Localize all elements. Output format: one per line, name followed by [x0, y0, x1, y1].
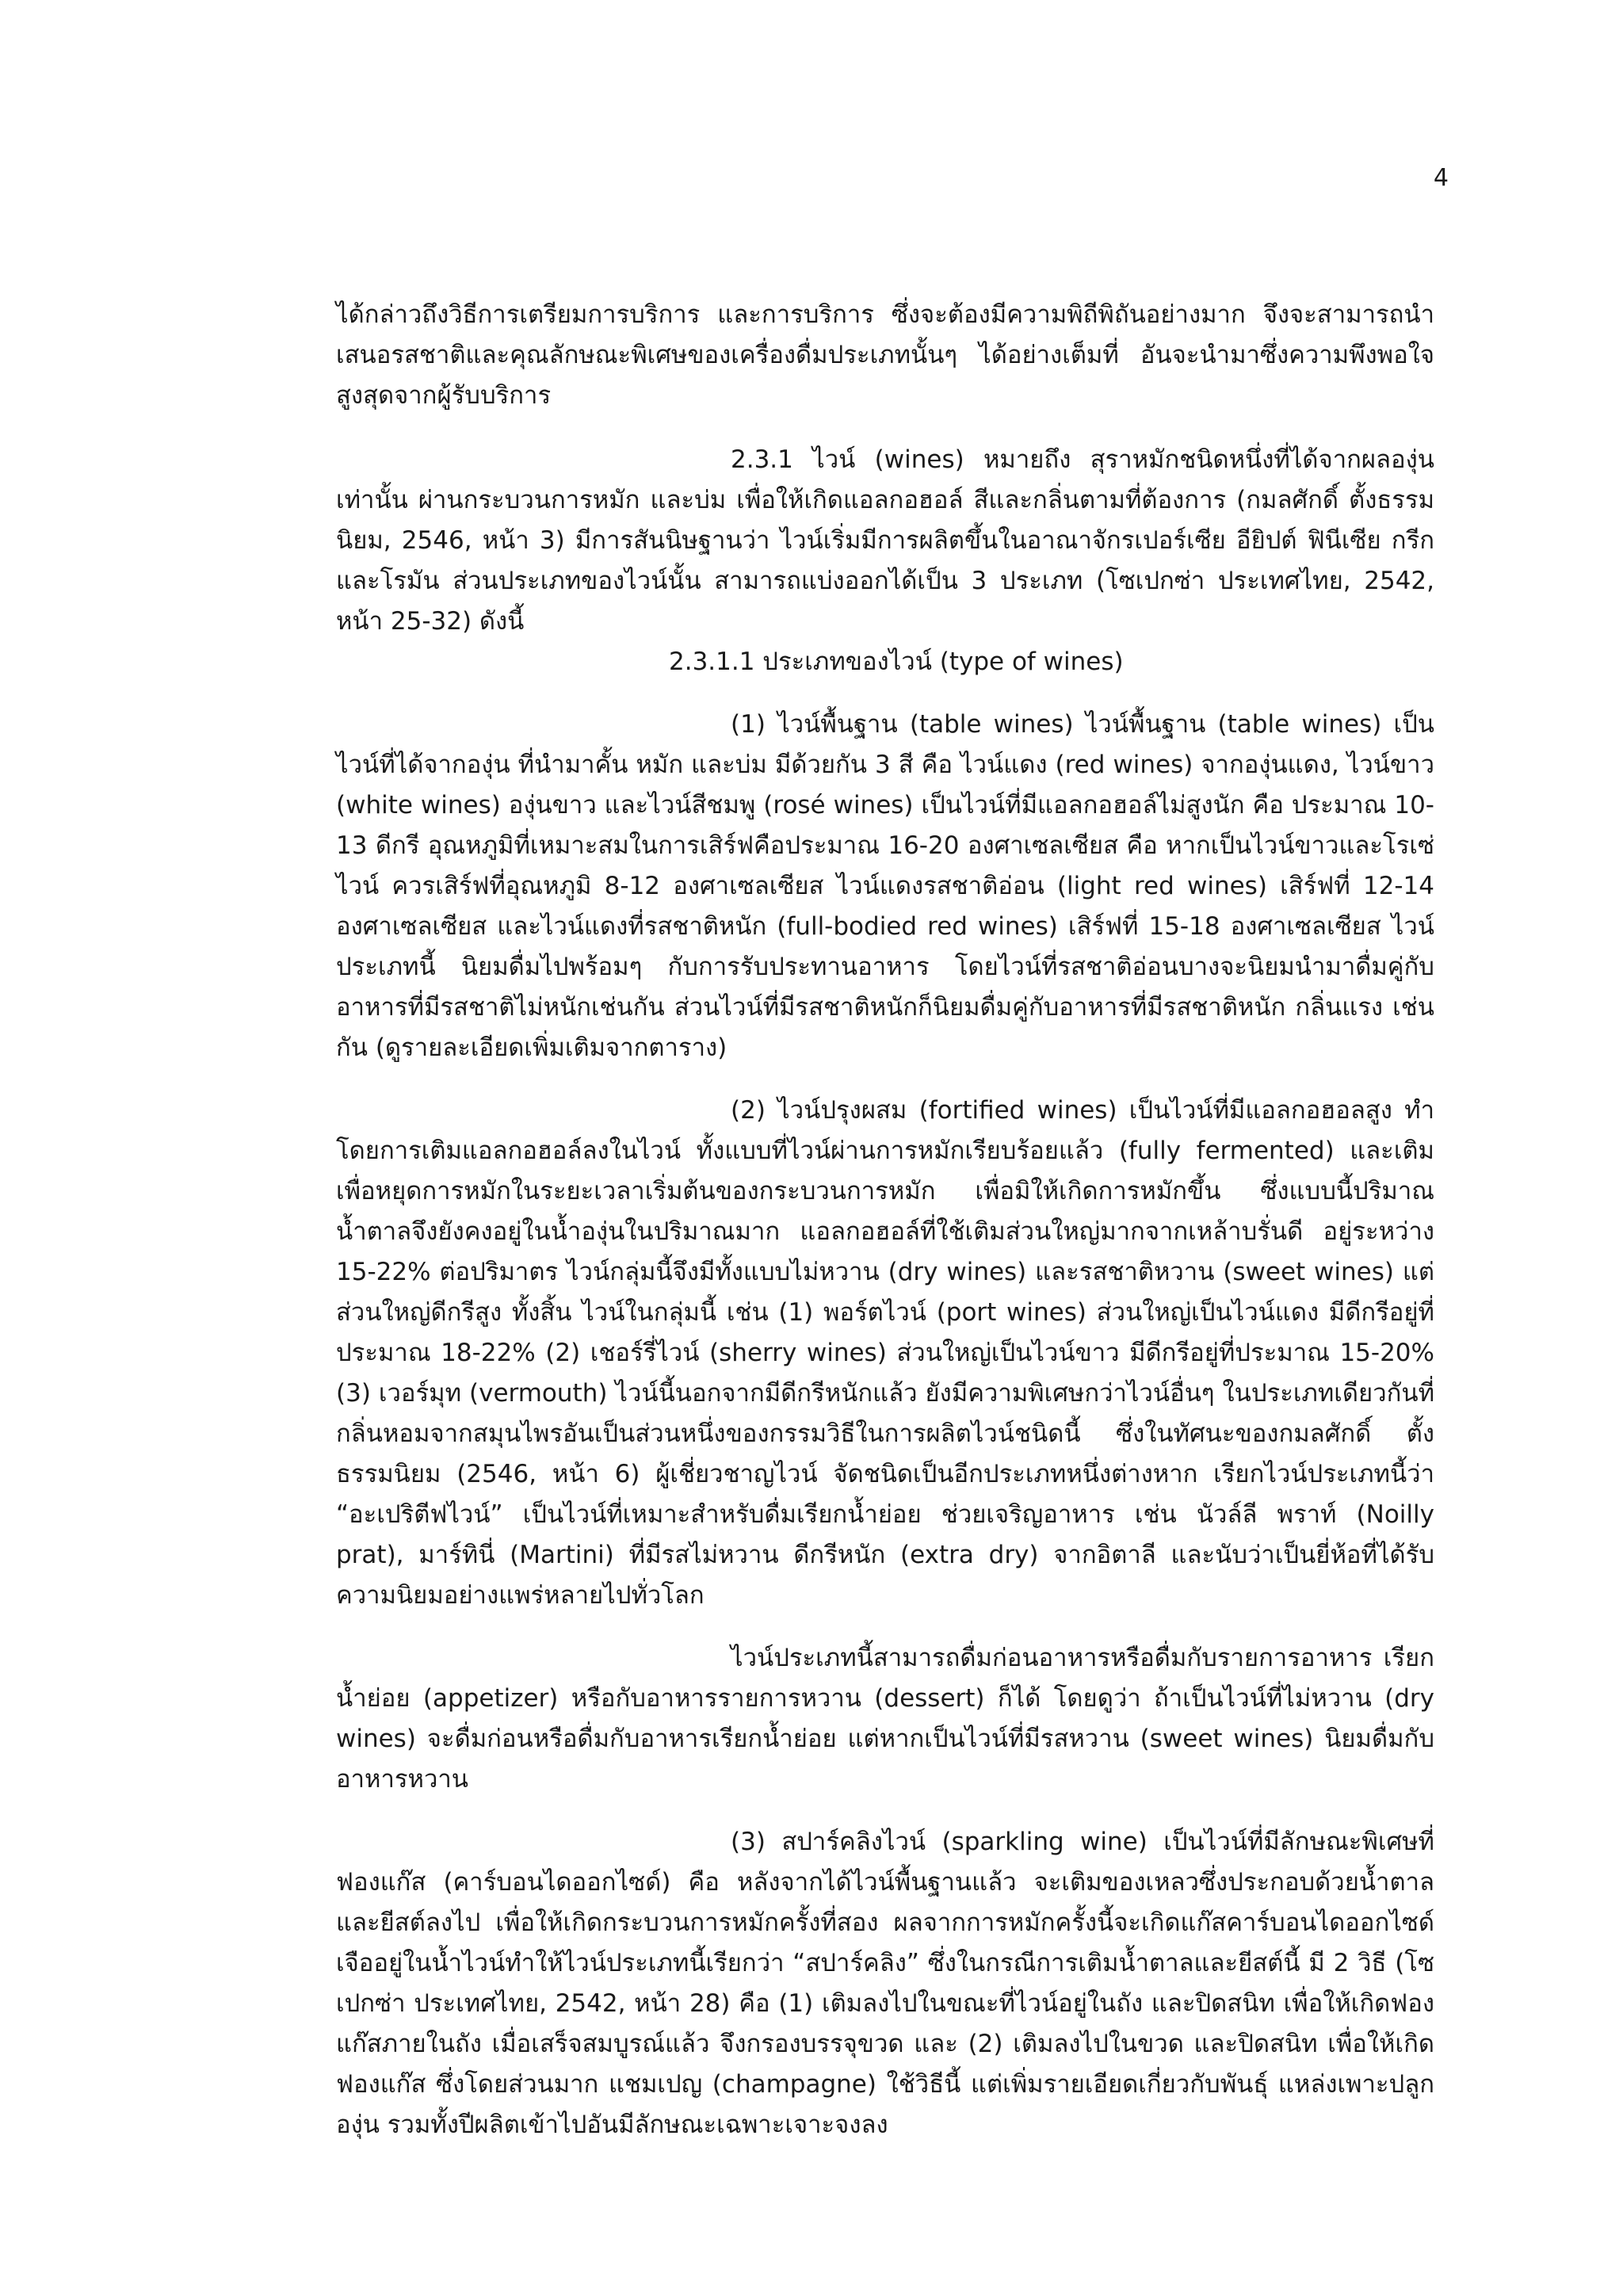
paragraph-intro-continuation: ได้กล่าวถึงวิธีการเตรียมการบริการ และการบริการ ซึ่งจะต้องมีความพิถีพิถันอย่างมาก จึงจะสามารถนำเสนอรสชาติและคุณลักษณะพิเศษของเครื่องดื่มประเภทนั้นๆ ได้อย่างเต็มที่ อันจะนำมาซึ่งความพึงพอใจสูงสุดจากผู้รับบริการ — [336, 300, 1434, 410]
paragraph-fortified-wines: (2) ไวน์ปรุงผสม (fortified wines) เป็นไวน์ที่มีแอลกอฮอลสูง ทำโดยการเติมแอลกอฮอล์ลงในไวน์ ทั้งแบบที่ไวน์ผ่านการหมักเรียบร้อยแล้ว (fully fermented) และเติมเพื่อหยุดการหมักในระยะเวลาเริ่มต้นของกระบวนการหมัก เพื่อมิให้เกิดการหมักขึ้น ซึ่งแบบนี้ปริมาณน้ำตาลจึงยังคงอยู่ในน้ำองุ่นในปริมาณมาก แอลกอฮอล์ที่ใช้เติมส่วนใหญ่มากจากเหล้าบรั่นดี อยู่ระหว่าง 15-22% ต่อปริมาตร ไวน์กลุ่มนี้จึงมีทั้งแบบไม่หวาน (dry wines) และรสชาติหวาน (sweet wines) แต่ส่วนใหญ่ดีกรีสูง ทั้งสิ้น ไวน์ในกลุ่มนี้ เช่น (1) พอร์ตไวน์ (port wines) ส่วนใหญ่เป็นไวน์แดง มีดีกรีอยู่ที่ประมาณ 18-22% (2) เชอร์รี่ไวน์ (sherry wines) ส่วนใหญ่เป็นไวน์ขาว มีดีกรีอยู่ที่ประมาณ 15-20% (3) เวอร์มุท (vermouth) ไวน์นี้นอกจากมีดีกรีหนักแล้ว ยังมีความพิเศษกว่าไวน์อื่นๆ ในประเภทเดียวกันที่กลิ่นหอมจากสมุนไพรอันเป็นส่วนหนึ่งของกรรมวิธีในการผลิตไวน์ชนิดนี้ ซึ่งในทัศนะของกมลศักดิ์ ตั้งธรรมนิยม (2546, หน้า 6) ผู้เชี่ยวชาญไวน์ จัดชนิดเป็นอีกประเภทหนึ่งต่างหาก เรียกไวน์ประเภทนี้ว่า “อะเปริตีฟไวน์” เป็นไวน์ที่เหมาะสำหรับดื่มเรียกน้ำย่อย ช่วยเจริญอาหาร เช่น นัวล์ลี พราท์ (Noilly prat), มาร์ทินี่ (Martini) ที่มีรสไม่หวาน ดีกรีหนัก (extra dry) จากอิตาลี และนับว่าเป็นยี่ห้อที่ได้รับความนิยมอย่างแพร่หลายไปทั่วโลก — [336, 1096, 1434, 1610]
paragraph-fortified-serving: ไวน์ประเภทนี้สามารถดื่มก่อนอาหารหรือดื่มกับรายการอาหาร เรียกน้ำย่อย (appetizer) หรือกับอาหารรายการหวาน (dessert) ก็ได้ โดยดูว่า ถ้าเป็นไวน์ที่ไม่หวาน (dry wines) จะดื่มก่อนหรือดื่มกับอาหารเรียกน้ำย่อย แต่หากเป็นไวน์ที่มีรสหวาน (sweet wines) นิยมดื่มกับอาหารหวาน — [336, 1644, 1434, 1794]
section-heading-type-of-wines: 2.3.1.1 ประเภทของไวน์ (type of wines) — [669, 648, 1124, 676]
page-number: 4 — [1433, 164, 1449, 192]
paragraph-sparkling-wine: (3) สปาร์คลิงไวน์ (sparkling wine) เป็นไวน์ที่มีลักษณะพิเศษที่ ฟองแก๊ส (คาร์บอนไดออกไซด์) คือ หลังจากได้ไวน์พื้นฐานแล้ว จะเติมของเหลวซึ่งประกอบด้วยน้ำตาลและยีสต์ลงไป เพื่อให้เกิดกระบวนการหมักครั้งที่สอง ผลจากการหมักครั้งนี้จะเกิดแก๊สคาร์บอนไดออกไซด์เจืออยู่ในน้ำไวน์ทำให้ไวน์ประเภทนี้เรียกว่า “สปาร์คลิง” ซึ่งในกรณีการเติมน้ำตาลและยีสต์นี้ มี 2 วิธี (โซเปกซ่า ประเทศไทย, 2542, หน้า 28) คือ (1) เติมลงไปในขณะที่ไวน์อยู่ในถัง และปิดสนิท เพื่อให้เกิดฟองแก๊สภายในถัง เมื่อเสร็จสมบูรณ์แล้ว จึงกรองบรรจุขวด และ (2) เติมลงไปในขวด และปิดสนิท เพื่อให้เกิดฟองแก๊ส ซึ่งโดยส่วนมาก แชมเปญ (champagne) ใช้วิธีนี้ แต่เพิ่มรายเอียดเกี่ยวกับพันธุ์ แหล่งเพาะปลูกองุ่น รวมทั้งปีผลิตเข้าไปอันมีลักษณะเฉพาะเจาะจงลง — [336, 1828, 1434, 2139]
paragraph-wines-definition: 2.3.1 ไวน์ (wines) หมายถึง สุราหมักชนิดหนึ่งที่ได้จากผลองุ่นเท่านั้น ผ่านกระบวนการหมัก และบ่ม เพื่อให้เกิดแอลกอฮอล์ สีและกลิ่นตามที่ต้องการ (กมลศักดิ์ ตั้งธรรมนิยม, 2546, หน้า 3) มีการสันนิษฐานว่า ไวน์เริ่มมีการผลิตขึ้นในอาณาจักรเปอร์เซีย อียิปต์ ฟินีเซีย กรีก และโรมัน ส่วนประเภทของไวน์นั้น สามารถแบ่งออกได้เป็น 3 ประเภท (โซเปกซ่า ประเทศไทย, 2542, หน้า 25-32) ดังนี้ — [336, 445, 1434, 636]
document-body — [336, 295, 1434, 2145]
paragraph-table-wines: (1) ไวน์พื้นฐาน (table wines) ไวน์พื้นฐาน (table wines) เป็นไวน์ที่ได้จากองุ่น ที่นำมาคั้น หมัก และบ่ม มีด้วยกัน 3 สี คือ ไวน์แดง (red wines) จากองุ่นแดง, ไวน์ขาว (white wines) องุ่นขาว และไวน์สีชมพู (rosé wines) เป็นไวน์ที่มีแอลกอฮอล์ไม่สูงนัก คือ ประมาณ 10-13 ดีกรี อุณหภูมิที่เหมาะสมในการเสิร์ฟคือประมาณ 16-20 องศาเซลเซียส คือ หากเป็นไวน์ขาวและโรเซ่ไวน์ ควรเสิร์ฟที่อุณหภูมิ 8-12 องศาเซลเซียส ไวน์แดงรสชาติอ่อน (light red wines) เสิร์ฟที่ 12-14 องศาเซลเซียส และไวน์แดงที่รสชาติหนัก (full-bodied red wines) เสิร์ฟที่ 15-18 องศาเซลเซียส ไวน์ประเภทนี้ นิยมดื่มไปพร้อมๆ กับการรับประทานอาหาร โดยไวน์ที่รสชาติอ่อนบางจะนิยมนำมาดื่มคู่กับอาหารที่มีรสชาติไม่หนักเช่นกัน ส่วนไวน์ที่มีรสชาติหนักก็นิยมดื่มคู่กับอาหารที่มีรสชาติหนัก กลิ่นแรง เช่นกัน (ดูรายละเอียดเพิ่มเติมจากตาราง) — [336, 710, 1434, 1062]
